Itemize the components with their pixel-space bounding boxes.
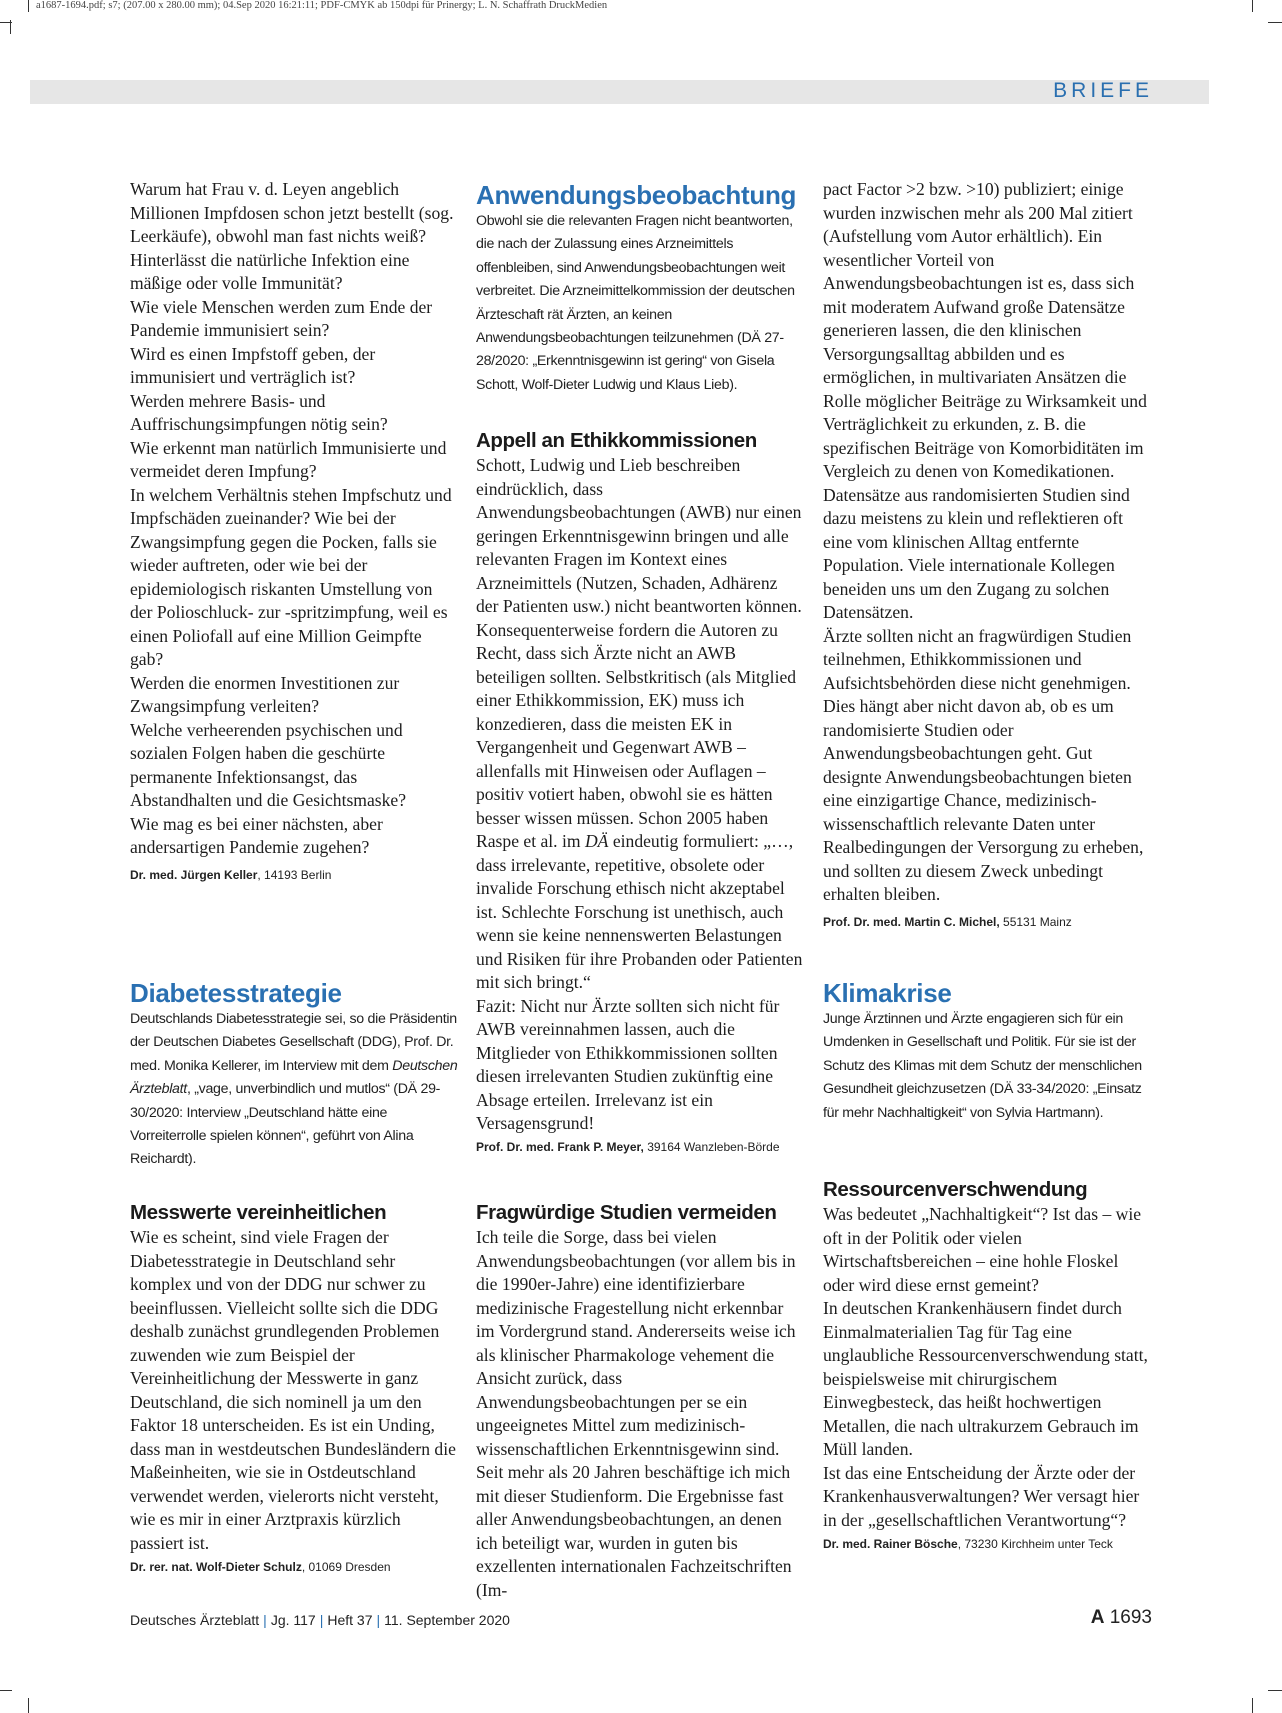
paragraph: Welche verheerenden psychischen und sozialen Folgen haben die geschürte permanente Infektionsangst, das Abstandhalten und die Gesichtsmaske? — [130, 719, 407, 810]
crop-mark — [28, 0, 29, 12]
journal-issue: Heft 37 — [327, 1612, 373, 1628]
author-signature — [476, 1138, 804, 1156]
author-signature — [823, 1535, 1151, 1553]
paragraph: Wie mag es bei einer nächsten, aber andersartigen Pandemie zugehen? — [130, 813, 383, 857]
header-band — [30, 80, 1209, 104]
paragraph: Fazit: Nicht nur Ärzte sollten sich nicht für AWB vereinnahmen lassen, auch die Mitglieder von Ethikkommissionen sollten diesen irrelevanten Studien zukünftig eine Absage erteilen. Irrelevanz ist ein Versagensgrund! — [476, 995, 780, 1133]
letter-questions — [130, 178, 458, 884]
crop-mark — [1268, 22, 1282, 23]
journal-name: Deutsches Ärzteblatt — [130, 1612, 260, 1628]
paragraph: Wird es einen Impfstoff geben, der immunisiert und verträglich ist? — [130, 343, 376, 387]
diabetes-section — [130, 978, 458, 1172]
letter-title: Appell an Ethikkommissionen — [476, 429, 757, 452]
author-name: Dr. med. Rainer Bösche — [823, 1537, 958, 1551]
paragraph: Werden die enormen Investitionen zur Zwangsimpfung verleiten? — [130, 672, 400, 716]
author-name: Dr. rer. nat. Wolf-Dieter Schulz — [130, 1560, 302, 1574]
crop-mark — [1268, 1690, 1282, 1691]
author-name: Dr. med. Jürgen Keller — [130, 867, 258, 882]
section-label: BRIEFE — [1053, 79, 1153, 102]
paragraph: Ist das eine Entscheidung der Ärzte oder der Krankenhausverwaltungen? Wer versagt hier in der „gesellschaftlichen Verantwortung“? — [823, 1462, 1140, 1530]
paragraph: Schott, Ludwig und Lieb beschreiben eindrücklich, dass Anwendungsbeobachtungen (AWB) nur einen geringen Erkenntnisgewinn bringen und alle relevanten Fragen im Kontext eines Arzneimittels (Nutzen, Schaden, Adhärenz der Patienten usw.) nicht beantworten können. Konsequenterweise fordern die Autoren zu Recht, dass sich Ärzte nicht an AWB beteiligen sollten. Selbstkritisch (als Mitglied einer Ethikkommission, EK) muss ich konzedieren, dass die meisten EK in Vergangenheit und Gegenwart AWB – allenfalls mit Hinweisen oder Auflagen – positiv votiert haben, obwohl sie es hätten besser wissen müssen. Schon 2005 haben Raspe et al. im DÄ eindeutig formuliert: „…, dass irrelevante, repetitive, obsolete oder invalide Forschung ethisch nicht akzeptabel ist. Schlechte Forschung ist unethisch, auch wenn sie keine nennenswerten Belastungen und Risiken für ihre Probanden oder Patienten mit sich bringt.“ — [476, 455, 803, 992]
studies-letter-continued — [823, 178, 1151, 931]
paragraph: pact Factor >2 bzw. >10) publiziert; einige wurden inzwischen mehr als 200 Mal zitiert (Aufstellung vom Autor erhältlich). Ein wesentlicher Vorteil von Anwendungsbeobachtungen ist es, dass sich mit moderatem Aufwand große Datensätze generieren lassen, die den klinischen Versorgungsalltag abbilden und es ermöglichen, in multivariaten Ansätzen die Rolle möglicher Beiträge zu Wirksamkeit und Verträglichkeit zu erkunden, z. B. die spezifischen Beiträge von Komorbiditäten im Vergleich zu denen von Komedikationen. Datensätze aus randomisierten Studien sind dazu meistens zu klein und reflektieren oft eine vom klinischen Alltag entfernte Population. Viele internationale Kollegen beneiden uns um den Zugang zu solchen Datensätzen. — [823, 179, 1147, 622]
paragraph: Ärzte sollten nicht an fragwürdigen Studien teilnehmen, Ethikkommissionen und Aufsichtsbehörden diese nicht genehmigen. Dies hängt aber nicht davon ab, ob es um randomisierte Studien oder Anwendungsbeobachtungen geht. Gut designte Anwendungsbeobachtungen bieten eine einzigartige Chance, medizinisch-wissenschaftlich relevante Daten unter Realbedingungen der Versorgung zu erheben, und sollten zu diesem Zweck unbedingt erhalten bleiben. — [823, 625, 1144, 904]
crop-mark — [0, 1690, 12, 1691]
author-name: Prof. Dr. med. Martin C. Michel, — [823, 914, 1000, 929]
paragraph: Was bedeutet „Nachhaltigkeit“? Ist das – wie oft in der Politik oder vielen Wirtschaftsbereichen – eine hohle Floskel oder wird diese ernst gemeint? — [823, 1204, 1142, 1295]
print-info-line: a1687-1694.pdf; s7; (207.00 x 280.00 mm); 04.Sep 2020 16:21:11; PDF-CMYK ab 150dpi für Prinergy; L. N. Schaffrath DruckMedien — [36, 0, 608, 11]
lead-text: Deutschlands Diabetesstrategie sei, so die Präsidentin der Deutschen Diabetes Gesellschaft (DDG), Prof. Dr. med. Monika Kellerer, im Interview mit dem Deutschen Ärzteblatt, „vage, unverbindlich und mutlos“ (DÄ 29-30/2020: Interview „Deutschland hätte eine Vorreiterrolle spielen können“, geführt von Alina Reichardt). — [130, 1011, 458, 1168]
footer-separator: | — [263, 1612, 267, 1628]
letter-body: Wie es scheint, sind viele Fragen der Diabetesstrategie in Deutschland sehr komplex und von der DDG nur schwer zu beeinflussen. Vielleicht sollte sich die DDG deshalb zunächst grundlegenden Problemen zuwenden wie zum Beispiel der Vereinheitlichung der Messwerte in ganz Deutschland, die sich nominell ja um den Faktor 18 unterscheiden. Es ist ein Unding, dass man in westdeutschen Bundesländern die Maßeinheiten, wie sie in Ostdeutschland verwendet werden, vielerorts nicht versteht, wie es mir in einer Arztpraxis kürzlich passiert ist. — [130, 1227, 456, 1553]
awb-section — [476, 180, 804, 397]
journal-date: 11. September 2020 — [384, 1612, 510, 1628]
lead-text: Obwohl sie die relevanten Fragen nicht beantworten, die nach der Zulassung eines Arzneimittels offenbleiben, sind Anwendungsbeobachtungen weit verbreitet. Die Arzneimittelkommission der deutschen Ärzteschaft rät Ärzten, an keinen Anwendungsbeobachtungen teilzunehmen (DÄ 27-28/2020: „Erkenntnisgewinn ist gering“ von Gisela Schott, Wolf-Dieter Ludwig und Klaus Lieb). — [476, 213, 795, 393]
page-prefix: A — [1090, 1607, 1105, 1628]
letter-title: Ressourcenverschwendung — [823, 1178, 1088, 1201]
crop-mark — [28, 1698, 29, 1713]
page-number-value: 1693 — [1109, 1607, 1152, 1628]
author-name: Prof. Dr. med. Frank P. Meyer, — [476, 1139, 644, 1154]
author-signature — [823, 913, 1151, 931]
letter-body — [130, 178, 458, 860]
author-place: 39164 Wanzleben-Börde — [643, 1139, 780, 1154]
letter-body — [823, 1203, 1151, 1532]
diabetes-letter — [130, 1200, 458, 1576]
klima-section — [823, 978, 1151, 1125]
footer-citation — [130, 1612, 510, 1628]
journal-volume: Jg. 117 — [270, 1612, 316, 1628]
page-number — [1091, 1607, 1152, 1629]
letter-body: Ich teile die Sorge, dass bei vielen Anwendungsbeobachtungen (vor allem bis in die 1990er-Jahre) eine identifizierbare medizinische Fragestellung nicht erkennbar im Vordergrund stand. Andererseits weise ich als klinischer Pharmakologe vehement die Ansicht zurück, dass Anwendungsbeobachtungen per se ein ungeeignetes Mittel zum medizinisch-wissenschaftlichen Erkenntnisgewinn sind. Seit mehr als 20 Jahren beschäftige ich mich mit dieser Studienform. Die Ergebnisse fast aller Anwendungsbeobachtungen, an denen ich beteiligt war, wurden in guten bis exzellenten internationalen Fachzeitschriften (Im- — [476, 1227, 796, 1600]
letter-title: Fragwürdige Studien vermeiden — [476, 1201, 777, 1224]
paragraph: Warum hat Frau v. d. Leyen angeblich Millionen Impfdosen schon jetzt bestellt (sog. Leerkäufe), obwohl man fast nichts weiß? — [130, 179, 454, 246]
paragraph: Wie viele Menschen werden zum Ende der Pandemie immunisiert sein? — [130, 296, 433, 340]
lead-text: Junge Ärztinnen und Ärzte engagieren sich für ein Umdenken in Gesellschaft und Politik. Für sie ist der Schutz des Klimas mit dem Schutz der menschlichen Gesundheit gleichzusetzen (DÄ 33-34/2020: „Einsatz für mehr Nachhaltigkeit“ von Sylvia Hartmann). — [823, 1011, 1142, 1121]
author-place: , 73230 Kirchheim unter Teck — [957, 1537, 1113, 1551]
letter-body — [823, 178, 1151, 907]
paragraph: Hinterlässt die natürliche Infektion eine mäßige oder volle Immunität? — [130, 249, 410, 293]
author-place: , 14193 Berlin — [257, 867, 332, 882]
paragraph: In deutschen Krankenhäusern findet durch Einmalmaterialien Tag für Tag eine unglaubliche Ressourcenverschwendung statt, beispielsweise mit chirurgischem Einwegbesteck, das heißt hochwertigen Metallen, die nach ultrakurzem Gebrauch im Müll landen. — [823, 1298, 1148, 1459]
crop-mark — [0, 22, 12, 23]
ethics-letter — [476, 428, 804, 1156]
crop-mark — [1252, 1698, 1253, 1713]
studies-letter — [476, 1200, 804, 1602]
section-title: Anwendungsbeobachtung — [476, 180, 797, 210]
crop-mark — [1252, 0, 1253, 12]
paragraph: Werden mehrere Basis- und Auffrischungsimpfungen nötig sein? — [130, 390, 388, 434]
author-place: 55131 Mainz — [999, 914, 1072, 929]
author-place: , 01069 Dresden — [301, 1560, 391, 1574]
letter-title: Messwerte vereinheitlichen — [130, 1201, 387, 1224]
author-signature — [130, 1558, 458, 1576]
section-title: Diabetesstrategie — [130, 978, 342, 1008]
footer-separator: | — [319, 1612, 324, 1628]
paragraph: In welchem Verhältnis stehen Impfschutz und Impfschäden zueinander? Wie bei der Zwangsimpfung gegen die Pocken, falls sie wieder auftreten, oder wie bei der epidemiologisch riskanten Umstellung von der Polioschluck- zur -spritzimpfung, weil es einen Poliofall auf eine Million Geimpfte gab? — [130, 484, 452, 669]
ressourcen-letter — [823, 1177, 1151, 1553]
author-signature — [130, 866, 458, 884]
footer-separator: | — [376, 1612, 381, 1628]
paragraph: Wie erkennt man natürlich Immunisierte und vermeidet deren Impfung? — [130, 437, 447, 481]
letter-body — [476, 454, 804, 1136]
section-title: Klimakrise — [823, 978, 952, 1008]
